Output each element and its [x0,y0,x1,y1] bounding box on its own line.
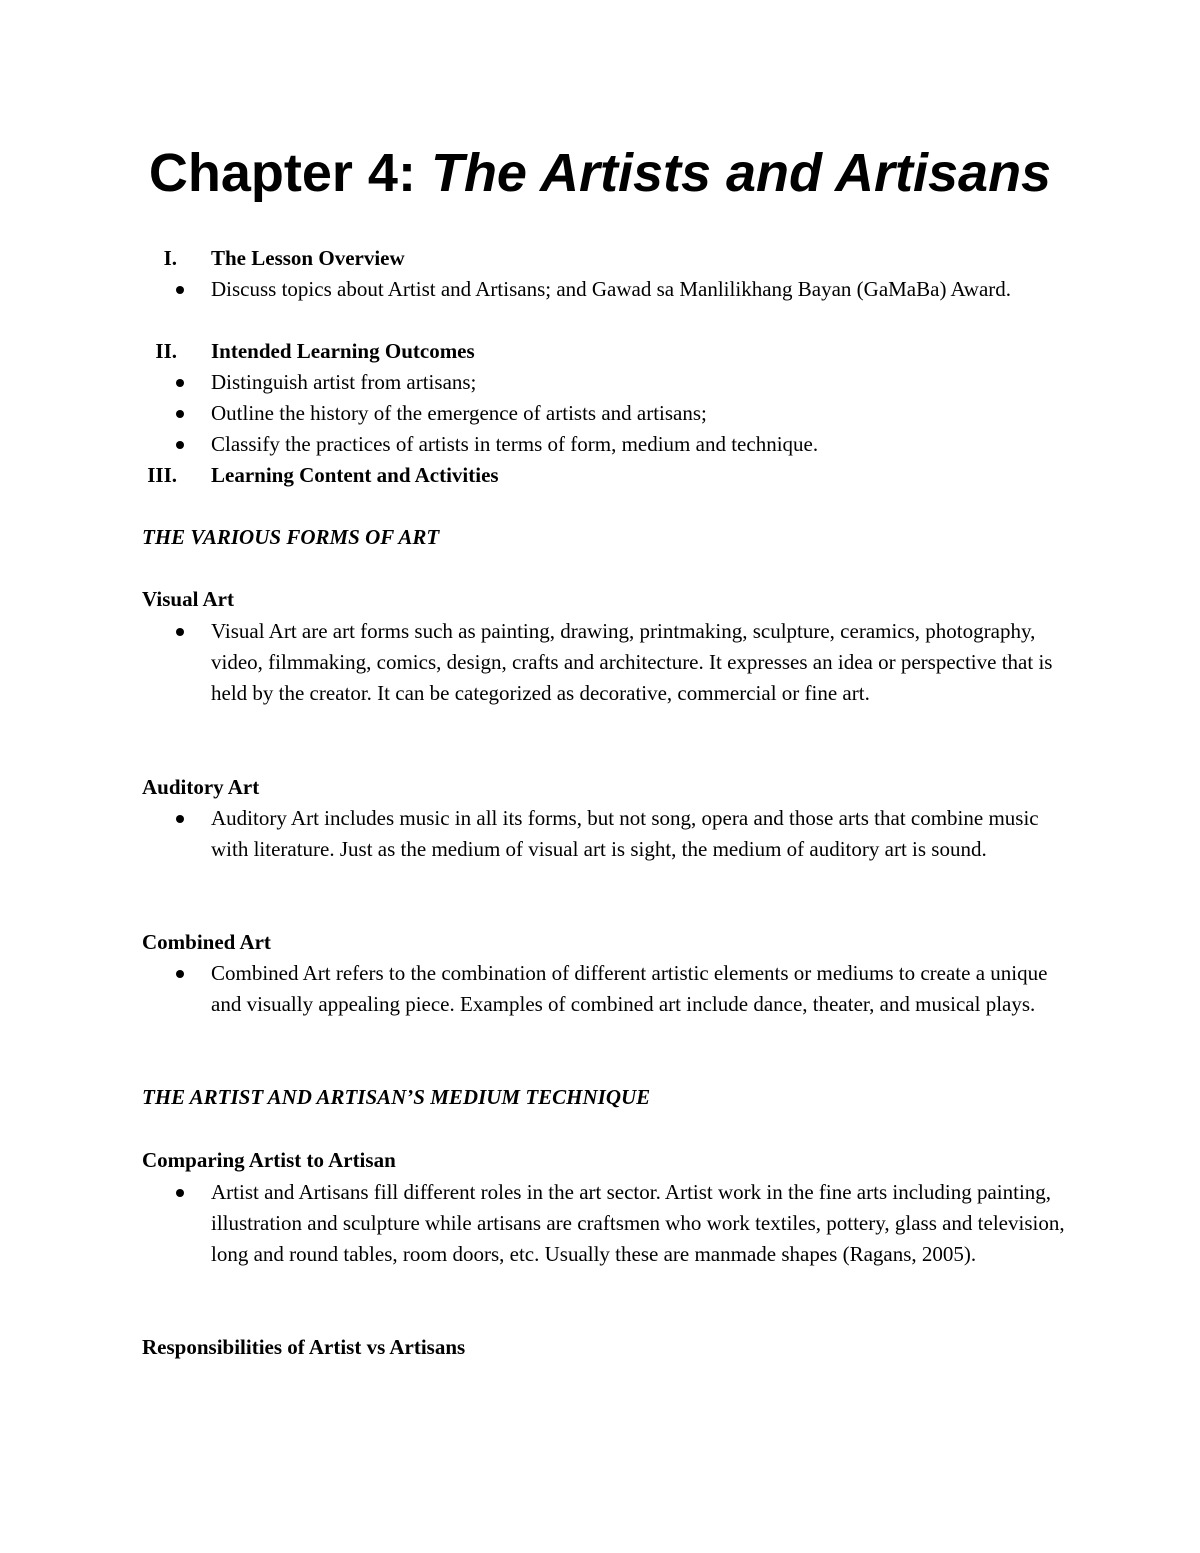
outline-label: Learning Content and Activities [211,463,499,487]
bullet-dot-icon [176,410,184,418]
outline-label: Intended Learning Outcomes [211,339,475,363]
bullet-dot-icon [176,628,184,636]
bullet-dot-icon [176,286,184,294]
section-heading: THE VARIOUS FORMS OF ART [142,525,440,549]
bullet-item [211,958,1071,1020]
outline-label: The Lesson Overview [211,246,405,270]
page-title [0,138,1200,208]
bullet-text: Discuss topics about Artist and Artisans; and Gawad sa Manlilikhang Bayan (GaMaBa) Award. [211,277,1012,301]
bullet-dot-icon [176,1189,184,1197]
section-heading: THE ARTIST AND ARTISAN’S MEDIUM TECHNIQUE [142,1085,651,1109]
subheading-combined-art: Combined Art [142,930,271,954]
outline-numeral: I. [163,246,177,270]
subheading-visual-art: Visual Art [142,587,234,611]
bullet-text: Combined Art refers to the combination of different artistic elements or mediums to create a unique and visually appealing piece. Examples of combined art include dance, theater, and musical plays. [211,961,1048,1016]
bullet-item [211,1177,1071,1270]
title-italic: The Artists and Artisans [430,143,1052,203]
bullet-item [211,367,1071,398]
bullet-dot-icon [176,815,184,823]
bullet-dot-icon [176,441,184,449]
subheading-auditory-art: Auditory Art [142,775,260,799]
bullet-item [211,274,1071,305]
bullet-item [211,616,1071,709]
bullet-text: Distinguish artist from artisans; [211,370,477,394]
bullet-text: Outline the history of the emergence of artists and artisans; [211,401,707,425]
bullet-item [211,429,1071,460]
bullet-dot-icon [176,379,184,387]
bullet-text: Classify the practices of artists in terms of form, medium and technique. [211,432,819,456]
bullet-item [211,803,1071,865]
bullet-item [211,398,1071,429]
outline-numeral: II. [155,339,177,363]
subheading-comparing: Comparing Artist to Artisan [142,1148,396,1172]
outline-numeral: III. [147,463,177,487]
bullet-text: Artist and Artisans fill different roles in the art sector. Artist work in the fine arts including painting, illustration and sculpture while artisans are craftsmen who work textiles, pottery, glass and television, long and round tables, room doors, etc. Usually these are manmade shapes (Ragans, 2005). [211,1180,1065,1266]
bullet-text: Auditory Art includes music in all its forms, but not song, opera and those arts that combine music with literature. Just as the medium of visual art is sight, the medium of auditory art is sound. [211,806,1039,861]
title-prefix: Chapter 4: [148,143,431,203]
bullet-text: Visual Art are art forms such as painting, drawing, printmaking, sculpture, ceramics, photography, video, filmmaking, comics, design, crafts and architecture. It expresses an idea or perspective that is held by the creator. It can be categorized as decorative, commercial or fine art. [211,619,1053,705]
bullet-dot-icon [176,970,184,978]
subheading-responsibilities: Responsibilities of Artist vs Artisans [142,1335,466,1359]
